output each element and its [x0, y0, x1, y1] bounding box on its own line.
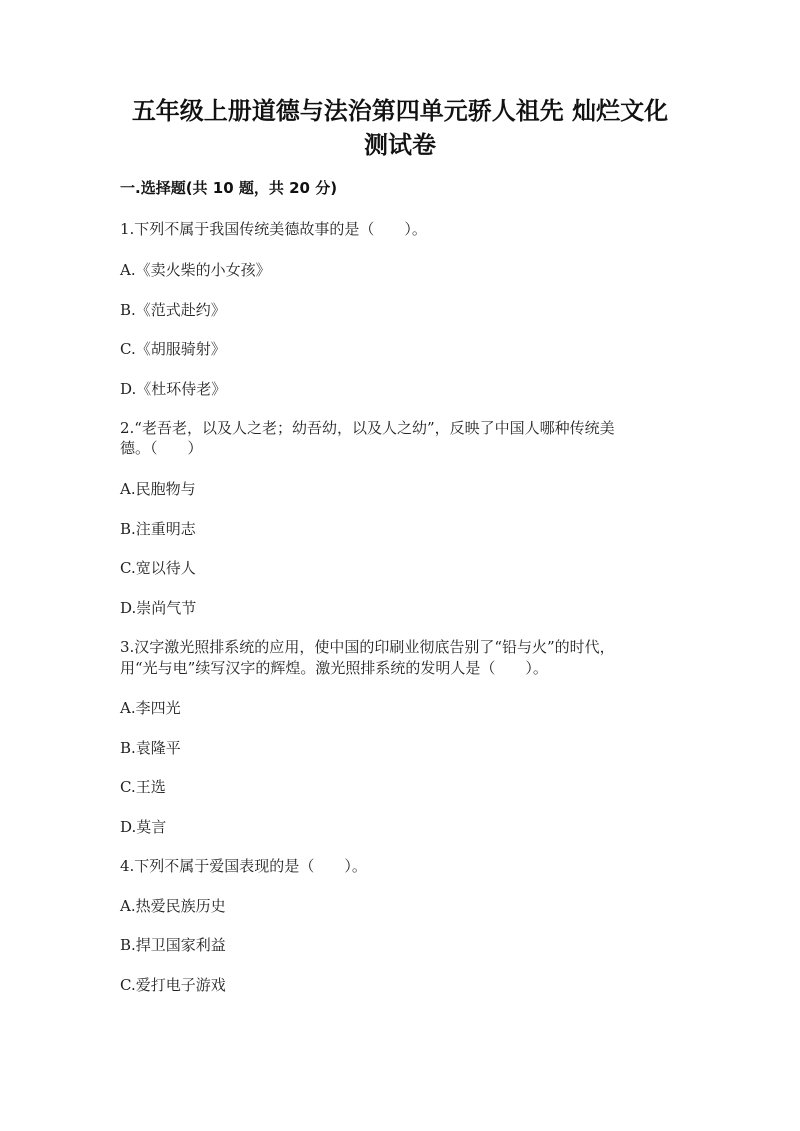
page-title-line2: 测试卷 [364, 131, 436, 159]
question-4-option-a: A.热爱民族历史 [120, 897, 226, 915]
question-2-option-d: D.崇尚气节 [120, 599, 197, 617]
question-1-stem: 1.下列不属于我国传统美德故事的是（ ）。 [120, 220, 427, 238]
question-4-stem: 4.下列不属于爱国表现的是（ ）。 [120, 857, 367, 875]
question-2-option-c: C.宽以待人 [120, 559, 196, 577]
question-1-option-a: A.《卖火柴的小女孩》 [120, 261, 271, 279]
question-1-option-c: C.《胡服骑射》 [120, 340, 226, 358]
question-3-option-d: D.莫言 [120, 818, 167, 836]
question-3-stem: 3.汉字激光照排系统的应用，使中国的印刷业彻底告别了“铅与火”的时代， [120, 638, 615, 656]
question-3-stem-cont: 用“光与电”续写汉字的辉煌。激光照排系统的发明人是（ ）。 [120, 659, 548, 677]
question-1-option-b: B.《范式赴约》 [120, 301, 226, 319]
question-2-stem: 2.“老吾老，以及人之老；幼吾幼，以及人之幼”，反映了中国人哪种传统美 [120, 419, 615, 437]
question-1-option-d: D.《杜环侍老》 [120, 380, 227, 398]
question-2-option-b: B.注重明志 [120, 520, 196, 538]
question-4-option-b: B.捍卫国家利益 [120, 936, 226, 954]
question-2-option-a: A.民胞物与 [120, 480, 196, 498]
section-heading: 一.选择题(共 10 题，共 20 分) [120, 179, 338, 197]
question-3-option-c: C.王选 [120, 778, 166, 796]
page-title: 五年级上册道德与法治第四单元骄人祖先 灿烂文化 [131, 97, 669, 125]
question-2-stem-cont: 德。（ ） [120, 439, 203, 457]
question-3-option-b: B.袁隆平 [120, 739, 181, 757]
question-4-option-c: C.爱打电子游戏 [120, 976, 226, 994]
question-3-option-a: A.李四光 [120, 699, 181, 717]
